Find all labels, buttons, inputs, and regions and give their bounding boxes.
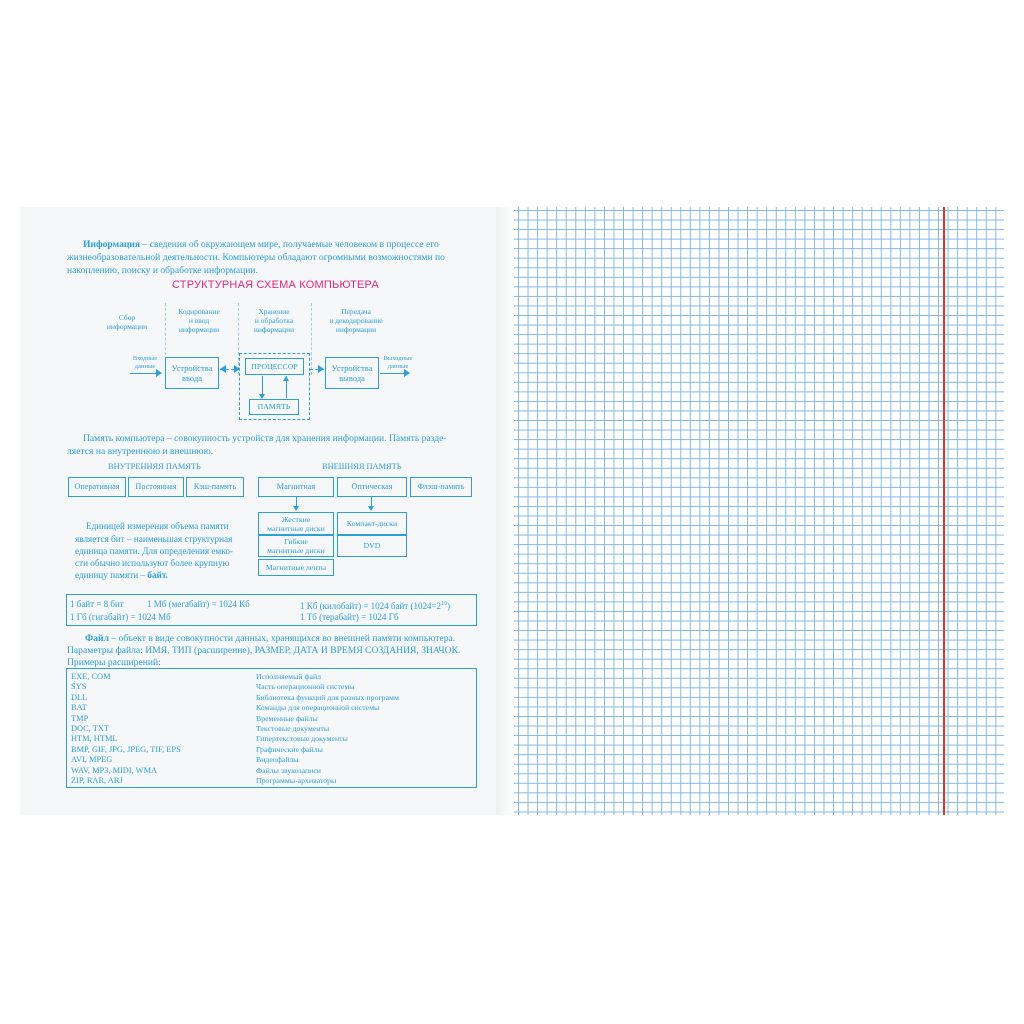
notebook-spine (496, 207, 514, 815)
extension-name: AVI, MPEG (71, 755, 113, 765)
arrow-magnetic (293, 506, 299, 511)
unit-kb: 1 Кб (килобайт) = 1024 байт $(1024=2^{10})$ (300, 601, 451, 611)
unit-line3: единица памяти. Для определения емко- (75, 546, 233, 556)
extension-name: ZIP, RAR, ARJ (71, 776, 123, 785)
margin-line (943, 207, 945, 815)
intro-line2: жизнеобразовательной деятельности. Компьютеры обладают огромными возможностями по (67, 252, 445, 263)
unit-gb: 1 Гб (гигабайт) = 1024 Мб (70, 612, 171, 622)
extension-name: HTM, HTML (71, 734, 118, 744)
stage-3: Хранение и обработка информации (253, 307, 295, 334)
extension-name: TMP (71, 713, 89, 723)
magnetic-hard-disks: Жесткие магнитные диски (258, 512, 334, 535)
unit-byte: 1 байт = 8 бит (70, 599, 124, 609)
intro-line1: – сведения об окружающем мире, получаемые человеком в процессе его (140, 239, 439, 250)
output-label: Выходные данные (383, 355, 413, 370)
magnetic-floppy-disks: Гибкие магнитные диски (258, 535, 334, 557)
extension-description: Файлы звукозаписи (256, 765, 321, 775)
external-item-flash: Флэш-память (410, 477, 472, 497)
output-arrow-line (380, 373, 406, 374)
extension-description: Временные файлы (256, 713, 318, 723)
grid-page (514, 207, 1004, 815)
memory-line1: Память компьютера – совокупность устройств для хранения информации. Память разде- (83, 433, 447, 444)
internal-item-rom: Постоянная (128, 477, 184, 497)
file-line3: Примеры расширений: (67, 657, 161, 668)
input-arrow-head (156, 369, 162, 377)
unit-line1: Единицей измерения объема памяти (86, 521, 229, 531)
extension-description: Библиотека функций для разных программ (256, 692, 399, 702)
input-label: Входные данные (132, 355, 158, 370)
external-memory-title: ВНЕШНЯЯ ПАМЯТЬ (322, 462, 402, 471)
stage-2: Кодирование и ввод информации (178, 307, 220, 334)
intro-term: Информация (83, 239, 141, 250)
extension-name: DOC, TXT (71, 724, 109, 733)
intro-line3: накоплению, поиску и обработке информации. (67, 265, 258, 276)
extension-name: SYS (71, 682, 87, 692)
extension-description: Графические файлы (256, 744, 323, 754)
output-device-box: Устройства вывода (325, 357, 379, 389)
input-device-box: Устройства ввода (165, 357, 219, 389)
extension-description: Гипертекстовые документы (256, 734, 348, 744)
arrow-from-processor (220, 365, 226, 373)
file-line1: Файл – объект в виде совокупности данных, хранящихся во внешней памяти компьютера. (85, 633, 456, 644)
memory-line2: ляется на внутреннюю и внешнюю. (67, 446, 214, 457)
memory-box: ПАМЯТЬ (249, 399, 299, 415)
arrow-down-memory (259, 394, 265, 399)
extension-description: Команды для операционной системы (256, 703, 380, 713)
extension-name: DLL (71, 692, 88, 702)
unit-line2: является бит – наименьшая структурная (75, 534, 233, 544)
extension-description: Часть операционной системы (256, 682, 355, 692)
stage-1: Сбор информации (106, 313, 148, 331)
arrow-optical (368, 506, 374, 511)
arrow-up-processor (283, 376, 289, 381)
extension-description: Исполняемый файл (256, 672, 322, 681)
external-item-optical: Оптическая (337, 477, 407, 497)
extension-description: Видеофайлы (256, 755, 299, 765)
extension-name: BAT (71, 703, 87, 713)
file-line2: Параметры файла: ИМЯ, ТИП (расширение), РАЗМЕР, ДАТА И ВРЕМЯ СОЗДАНИЯ, ЗНАЧОК. (67, 645, 461, 656)
unit-mb: 1 Мб (мегабайт) = 1024 Кб (147, 599, 250, 609)
extension-description: Текстовые документы (256, 724, 330, 733)
extension-name: WAV, MP3, MIDI, WMA (71, 765, 158, 775)
scheme-title: СТРУКТУРНАЯ СХЕМА КОМПЬЮТЕРА (172, 279, 379, 291)
processor-box: ПРОЦЕССОР (245, 358, 304, 375)
extension-name: EXE, COM (71, 672, 111, 681)
internal-item-cache: Кэш-память (186, 477, 244, 497)
grid-pattern (514, 207, 1004, 815)
internal-memory-title: ВНУТРЕННЯЯ ПАМЯТЬ (108, 462, 201, 471)
intro-paragraph (83, 238, 479, 251)
unit-tb: 1 Тб (терабайт) = 1024 Гб (300, 612, 399, 622)
extension-description: Программы-архиваторы (256, 776, 337, 785)
input-arrow-line (130, 373, 156, 374)
external-item-magnetic: Магнитная (258, 477, 334, 497)
magnetic-tapes: Магнитные ленты (258, 559, 334, 576)
extension-name: BMP, GIF, JPG, JPEG, TIF, EPS (71, 744, 181, 754)
divider-3 (311, 303, 312, 375)
unit-line5: единицу памяти – байт. (75, 570, 168, 580)
internal-item-ram: Оперативная (68, 477, 126, 497)
unit-line4: сти обычно используют более крупную (75, 558, 230, 568)
arrow-to-output (318, 365, 324, 373)
optical-dvd: DVD (337, 535, 407, 557)
optical-cd: Компакт-диски (337, 512, 407, 535)
stage-4: Передача и декодирование информации (329, 307, 383, 334)
